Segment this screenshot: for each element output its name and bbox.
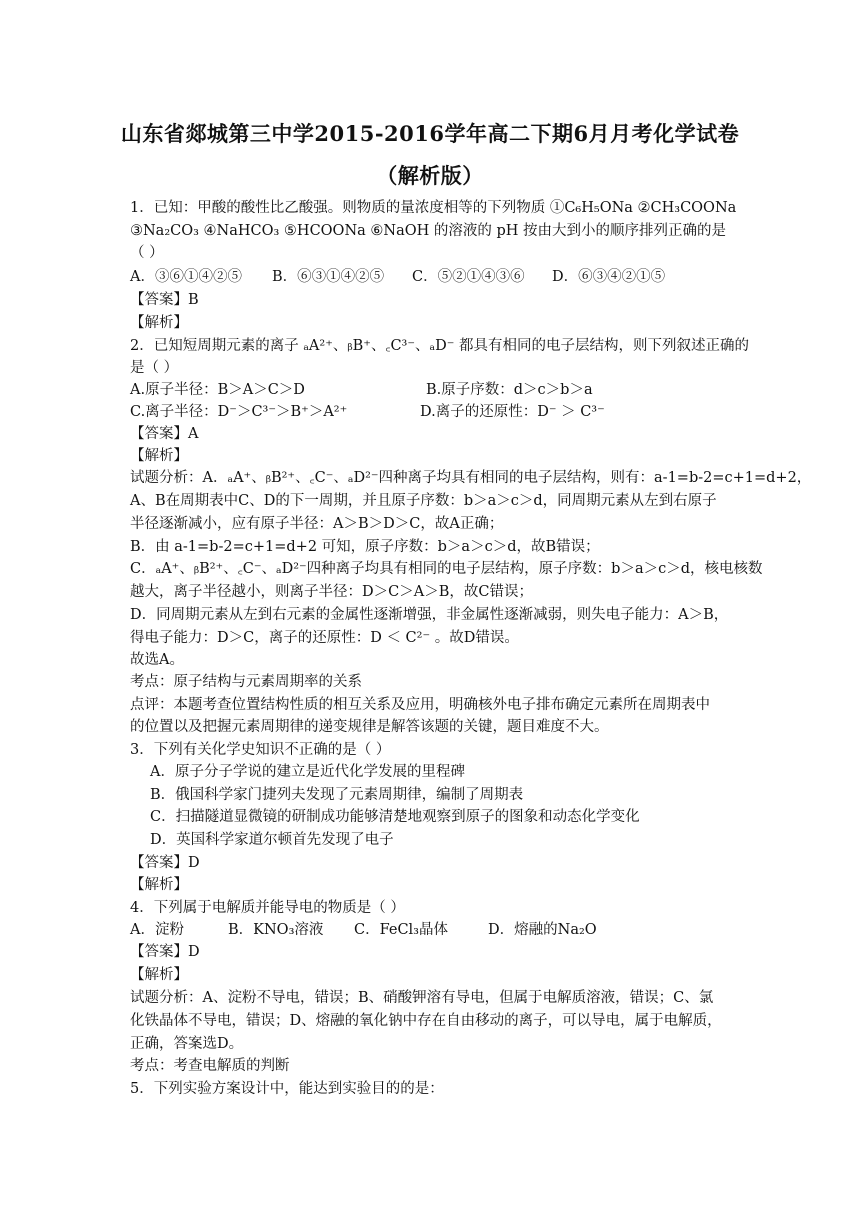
q2-option-b: B.原子序数：d＞c＞b＞a [426, 382, 593, 398]
q1-answer: 【答案】B [130, 292, 199, 308]
q4-options [130, 919, 735, 941]
q3-answer: 【答案】D [130, 855, 200, 871]
q4-option-b: B．KNO₃溶液 [228, 922, 324, 938]
document-subtitle: （解析版） [376, 163, 484, 188]
q3-option-a: A．原子分子学说的建立是近代化学发展的里程碑 [150, 764, 465, 780]
q1-stem-line3: （ ） [130, 245, 164, 261]
q2-option-d: D.离子的还原性：D⁻ ＞ C³⁻ [420, 404, 605, 420]
q2-option-a: A.原子半径：B＞A＞C＞D [130, 382, 305, 398]
q3-stem: 3．下列有关化学史知识不正确的是（ ） [130, 742, 391, 758]
q1-option-a: A．③⑥①④②⑤ [130, 269, 242, 285]
q1-option-d: D．⑥③④②①⑤ [552, 269, 666, 285]
q2-options-row1 [130, 379, 735, 401]
q2-answer: 【答案】A [130, 426, 199, 442]
q1-stem-line2: ③Na₂CO₃ ④NaHCO₃ ⑤HCOONa ⑥NaOH 的溶液的 pH 按由大到小的顺序排列正确的是 [130, 223, 726, 239]
q3-option-b: B．俄国科学家门捷列夫发现了元素周期律，编制了周期表 [150, 787, 524, 803]
q2-explanation-line4: B．由 a-1=b-2=c+1=d+2 可知，原子序数：b＞a＞c＞d，故B错误； [130, 539, 600, 555]
q2-explanation-line6: 越大，离子半径越小，则离子半径：D＞C＞A＞B，故C错误； [130, 584, 533, 600]
q2-explanation-line1: 试题分析：A．ₐA⁺、ᵦB²⁺、꜀C⁻、ₐD²⁻四种离子均具有相同的电子层结构，则有：a-1=b-2=c+1=d+2， [130, 470, 812, 486]
q2-conclusion: 故选A。 [130, 652, 184, 668]
q4-option-a: A．淀粉 [130, 922, 184, 938]
q2-comment-line2: 的位置以及把握元素周期律的递变规律是解答该题的关键，题目难度不大。 [130, 719, 609, 735]
q5-stem: 5．下列实验方案设计中，能达到实验目的的是： [130, 1081, 444, 1097]
q2-analysis-heading: 【解析】 [130, 448, 188, 464]
q1-option-b: B．⑥③①④②⑤ [272, 269, 385, 285]
q2-knowledge-point: 考点：原子结构与元素周期率的关系 [130, 674, 362, 690]
q4-option-d: D．熔融的Na₂O [488, 922, 597, 938]
q2-stem-line2: 是（ ） [130, 360, 179, 376]
q4-answer: 【答案】D [130, 944, 200, 960]
q4-knowledge-point: 考点：考查电解质的判断 [130, 1058, 290, 1074]
q3-option-d: D．英国科学家道尔顿首先发现了电子 [150, 832, 394, 848]
q2-explanation-line8: 得电子能力：D＞C，离子的还原性：D ＜ C²⁻ 。故D错误。 [130, 630, 519, 646]
q3-analysis-heading: 【解析】 [130, 877, 188, 893]
document-title: 山东省郯城第三中学2015-2016学年高二下期6月月考化学试卷 [120, 121, 740, 146]
q1-options [130, 266, 735, 288]
q2-comment-line1: 点评：本题考查位置结构性质的相互关系及应用，明确核外电子排布确定元素所在周期表中 [130, 697, 710, 713]
q1-analysis-heading: 【解析】 [130, 315, 188, 331]
q2-explanation-line3: 半径逐渐减小，应有原子半径：A＞B＞D＞C，故A正确； [130, 516, 504, 532]
q1-stem-line1: 1．已知：甲酸的酸性比乙酸强。则物质的量浓度相等的下列物质 ①C₆H₅ONa ②CH₃COONa [130, 200, 737, 216]
q4-explanation-line2: 化铁晶体不导电，错误；D、熔融的氧化钠中存在自由移动的离子，可以导电，属于电解质， [130, 1013, 722, 1029]
q4-stem: 4．下列属于电解质并能导电的物质是（ ） [130, 900, 405, 916]
q4-explanation-line1: 试题分析：A、淀粉不导电，错误；B、硝酸钾溶有导电，但属于电解质溶液，错误；C、氯 [130, 990, 714, 1006]
q4-option-c: C．FeCl₃晶体 [354, 922, 448, 938]
q4-analysis-heading: 【解析】 [130, 967, 188, 983]
q2-explanation-line5: C．ₐA⁺、ᵦB²⁺、꜀C⁻、ₐD²⁻四种离子均具有相同的电子层结构，原子序数：b＞a＞c＞d，核电核数 [130, 561, 763, 577]
q1-option-c: C．⑤②①④③⑥ [412, 269, 525, 285]
q2-stem-line1: 2．已知短周期元素的离子 ₐA²⁺、ᵦB⁺、꜀C³⁻、ₐD⁻ 都具有相同的电子层结构，则下列叙述正确的 [130, 338, 750, 354]
q4-explanation-line3: 正确，答案选D。 [130, 1036, 244, 1052]
q3-option-c: C．扫描隧道显微镜的研制成功能够清楚地观察到原子的图象和动态化学变化 [150, 809, 640, 825]
q2-explanation-line2: A、B在周期表中C、D的下一周期，并且原子序数：b＞a＞c＞d，同周期元素从左到右原子 [130, 493, 717, 509]
q2-explanation-line7: D．同周期元素从左到右元素的金属性逐渐增强，非金属性逐渐减弱，则失电子能力：A＞B， [130, 607, 729, 623]
q2-option-c: C.离子半径：D⁻＞C³⁻＞B⁺＞A²⁺ [130, 404, 348, 420]
q2-options-row2 [130, 401, 735, 423]
